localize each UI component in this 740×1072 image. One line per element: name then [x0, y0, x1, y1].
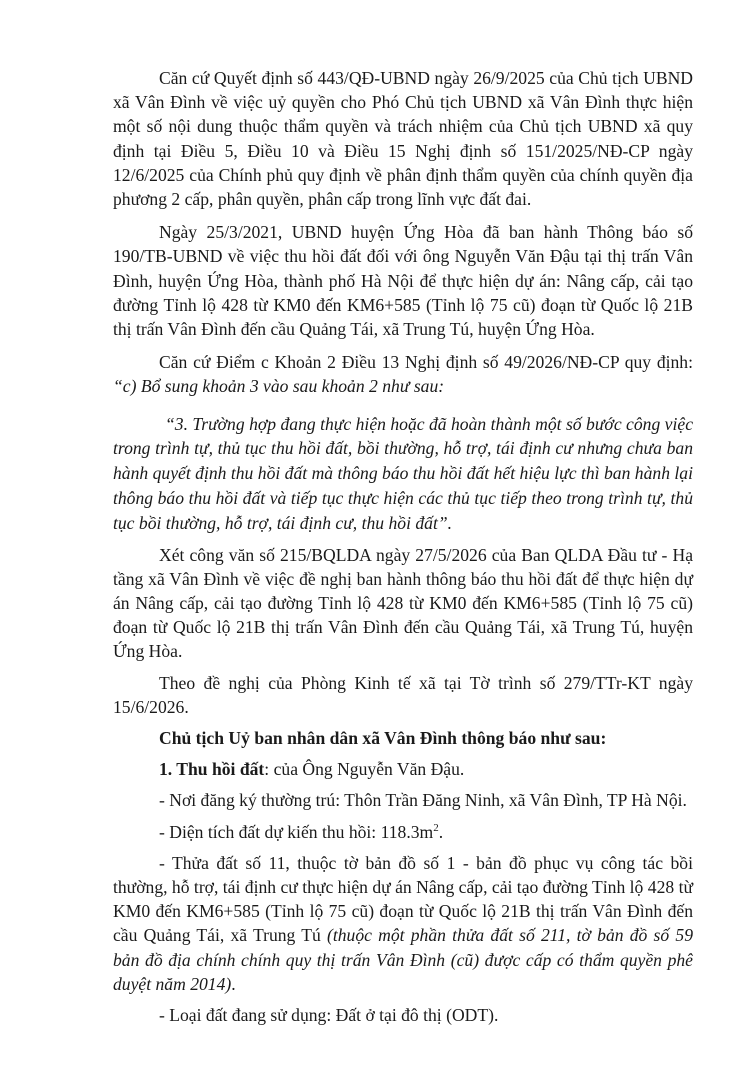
announcement-heading: Chủ tịch Uỷ ban nhân dân xã Vân Đình thông báo như sau:: [159, 728, 607, 749]
decree-citation-paragraph: [113, 350, 693, 398]
item-land-recovery-text: : của Ông Nguyễn Văn Đậu.: [264, 759, 465, 780]
proposal-paragraph: Theo đề nghị của Phòng Kinh tế xã tại Tờ trình số 279/TTr-KT ngày 15/6/2026.: [113, 672, 693, 717]
area-end: .: [438, 821, 444, 842]
residence-line: - Nơi đăng ký thường trú: Thôn Trần Đăng Ninh, xã Vân Đình, TP Hà Nội.: [159, 790, 687, 811]
land-type-line: - Loại đất đang sử dụng: Đất ở tại đô thị (ODT).: [159, 1005, 499, 1026]
legal-basis-paragraph: Căn cứ Quyết định số 443/QĐ-UBND ngày 26/9/2025 của Chủ tịch UBND xã Vân Đình về việc uỷ quyền cho Phó Chủ tịch UBND xã Vân Đình thực hiện một số nội dung thuộc thẩm quyền và trách nhiệm của Chủ tịch UBND xã quy định tại Điều 5, Điều 10 và Điều 15 Nghị định số 151/2025/NĐ-CP ngày 12/6/2025 của Chính phủ quy định về phân định thẩm quyền của chính quyền địa phương 2 cấp, phân quyền, phân cấp trong lĩnh vực đất đai.: [113, 68, 693, 210]
item-land-recovery: [113, 757, 693, 781]
decree-quote: “3. Trường hợp đang thực hiện hoặc đã hoàn thành một số bước công việc trong trình tự, thủ tục thu hồi đất, bồi thường, hỗ trợ, tái định cư nhưng chưa ban hành quyết định thu hồi đất mà thông báo thu hồi đất hết hiệu lực thì ban hành lại thông báo thu hồi đất và tiếp tục thực hiện các thủ tục tiếp theo trong trình tự, thủ tục bồi thường, hỗ trợ, tái định cư, thu hồi đất”.: [113, 413, 693, 533]
decree-citation-italic: “c) Bổ sung khoản 3 vào sau khoản 2 như sau:: [113, 376, 445, 397]
decree-citation-lead: Căn cứ Điểm c Khoản 2 Điều 13 Nghị định số 49/2026/NĐ-CP quy định:: [159, 352, 693, 373]
background-paragraph: Ngày 25/3/2021, UBND huyện Ứng Hòa đã ban hành Thông báo số 190/TB-UBND về việc thu hồi đất đối với ông Nguyễn Văn Đậu tại thị trấn Vân Đình, huyện Ứng Hòa, thành phố Hà Nội để thực hiện dự án: Nâng cấp, cải tạo đường Tỉnh lộ 428 từ KM0 đến KM6+585 (Tỉnh lộ 75 cũ) đoạn từ Quốc lộ 21B thị trấn Vân Đình đến cầu Quảng Tái, xã Trung Tú, huyện Ứng Hòa.: [113, 222, 693, 340]
parcel-paragraph: [113, 851, 693, 996]
parcel-text: - Thửa đất số 11, thuộc tờ bản đồ số 1 - bản đồ phục vụ công tác bồi thường, hỗ trợ, tái định cư thực hiện dự án Nâng cấp, cải tạo đường Tỉnh lộ 428 từ KM0 đến KM6+585 (Tỉnh lộ 75 cũ) đoạn từ Quốc lộ 21B thị trấn Vân Đình đến cầu Quảng Tái, xã Trung Tú: [113, 852, 693, 946]
area-line: [113, 820, 693, 844]
area-superscript: 2: [433, 821, 439, 834]
area-label: - Diện tích đất dự kiến thu hồi: 118.3m: [159, 821, 434, 842]
parcel-italic-note: (thuộc một phần thửa đất số 211, tờ bản đồ số 59 bản đồ địa chính chính quy thị trấn Vân Đình (cũ) được cấp có thẩm quyền phê duyệt năm 2014): [113, 925, 694, 994]
request-paragraph: Xét công văn số 215/BQLDA ngày 27/5/2026 của Ban QLDA Đầu tư - Hạ tầng xã Vân Đình về việc đề nghị ban hành thông báo thu hồi đất để thực hiện dự án Nâng cấp, cải tạo đường Tỉnh lộ 428 từ KM0 đến KM6+585 (Tỉnh lộ 75 cũ) đoạn từ Quốc lộ 21B thị trấn Vân Đình đến cầu Quảng Tái, xã Trung Tú, huyện Ứng Hòa.: [113, 544, 693, 662]
parcel-end: .: [231, 973, 236, 994]
item-land-recovery-label: 1. Thu hồi đất: [159, 759, 265, 780]
